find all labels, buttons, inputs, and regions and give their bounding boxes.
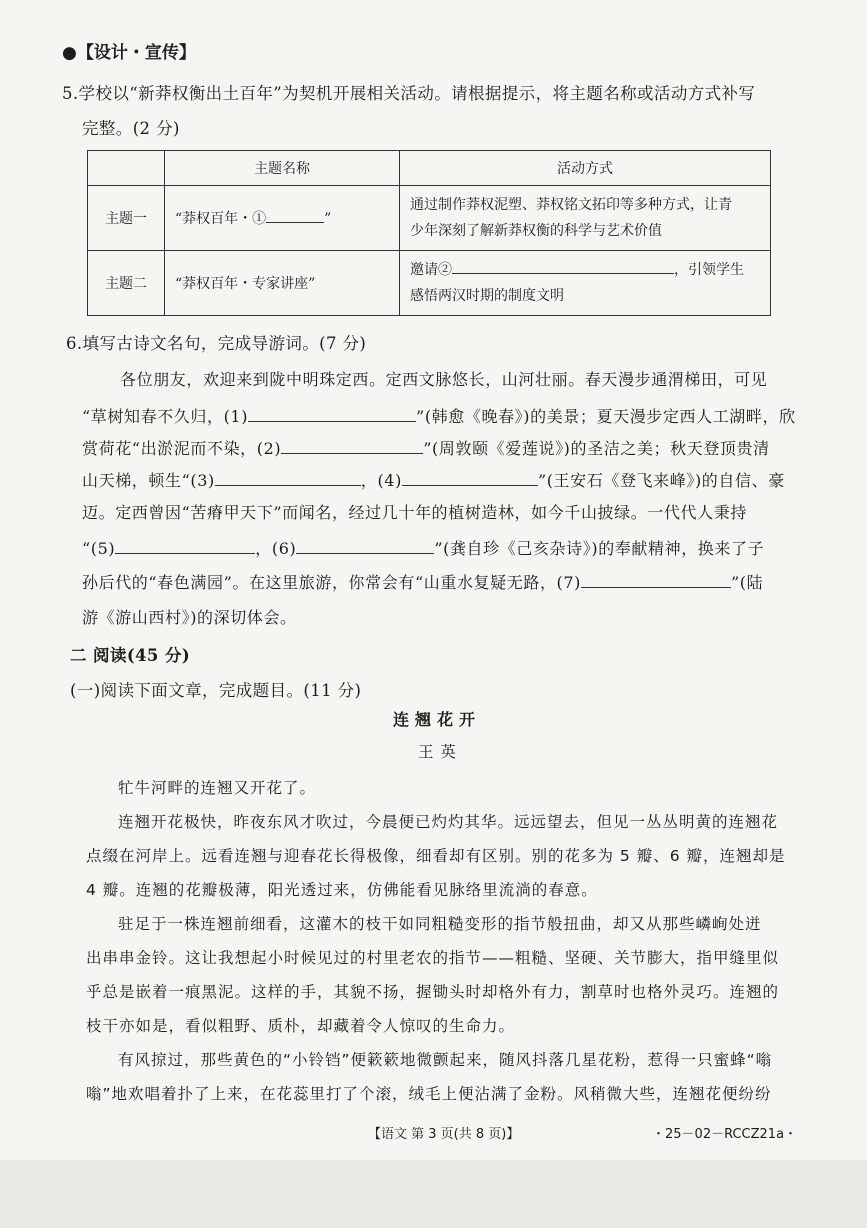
table-row [88,186,771,251]
scan-margin [0,1160,867,1228]
part2-subheading: (一)阅读下面文章，完成题目。(11 分) [70,681,362,700]
theme-name-cell: “莽权百年・专家讲座” [165,251,400,316]
row-label: 主题二 [88,251,165,316]
q6-line: 孙后代的“春色满园”。在这里旅游，你常会有“山重水复疑无路，(7) ”(陆 [82,573,764,592]
row-label: 主题一 [88,186,165,251]
q6-line: “(5) ，(6) ”(龚自珍《己亥杂诗》)的奉献精神，换来了子 [82,539,765,558]
poem-blank-6[interactable] [296,538,434,554]
q6-line: 迈。定西曾因“苦瘠甲天下”而闻名，经过几十年的植树造林，如今千山披绿。一代代人秉持 [82,503,747,522]
article-author: 王 英 [418,743,457,761]
article-title: 连翘花开 [393,710,482,729]
article-line: 牤牛河畔的连翘又开花了。 [118,779,317,797]
q6-line: 赏荷花“出淤泥而不染，(2) ”(周敦颐《爱莲说》)的圣洁之美；秋天登顶贵清 [82,439,770,458]
q6-line: 山天梯，顿生“(3) ，(4) ”(王安石《登飞来峰》)的自信、豪 [82,471,785,490]
article-line: 枝干亦如是，看似粗野、质朴，却藏着令人惊叹的生命力。 [86,1017,516,1035]
answer-blank-2[interactable] [452,259,674,274]
table-header-row [88,151,771,186]
part2-heading: 二 阅读(45 分) [70,646,191,665]
theme-name-cell [165,186,400,251]
q6-line: 各位朋友，欢迎来到陇中明珠定西。定西文脉悠长，山河壮丽。春天漫步通渭梯田，可见 [120,370,768,389]
table-row [88,251,771,316]
q6-line: 游《游山西村》)的深切体会。 [82,608,297,627]
activity-line: 感悟两汉时期的制度文明 [410,288,564,304]
section-tag: ●【设计・宣传】 [62,43,196,63]
article-line: 嗡”地欢唱着扑了上来，在花蕊里打了个滚，绒毛上便沾满了金粉。风稍微大些，连翘花便纷纷 [86,1085,772,1103]
q6-heading: 6.填写古诗文名句，完成导游词。(7 分) [66,334,367,353]
activity-prefix: 邀请② [410,262,452,278]
table-header-empty [88,151,165,186]
article-line: 点缀在河岸上。远看连翘与迎春花长得极像，细看却有区别。别的花多为 5 瓣、6 瓣，连翘却是 [86,847,786,865]
table-header-activity: 活动方式 [400,151,771,186]
poem-blank-7[interactable] [581,572,731,588]
answer-blank-1[interactable] [266,208,324,223]
activity-line: 少年深刻了解新莽权衡的科学与艺术价值 [410,223,662,239]
activity-line: 通过制作莽权泥塑、莽权铭文拓印等多种方式，让青 [410,197,732,213]
article-line: 连翘开花极快，昨夜东风才吹过，今晨便已灼灼其华。远远望去，但见一丛丛明黄的连翘花 [118,813,779,831]
article-line: 出串串金铃。这让我想起小时候见过的村里老农的指节——粗糙、坚硬、关节膨大，指甲缝里似 [86,949,780,967]
activity-suffix: ，引领学生 [674,262,744,278]
q5-line1: 5.学校以“新莽权衡出土百年”为契机开展相关活动。请根据提示，将主题名称或活动方式补写 [62,84,756,103]
poem-blank-5[interactable] [115,538,255,554]
article-line: 乎总是嵌着一痕黑泥。这样的手，其貌不扬，握锄头时却格外有力，割草时也格外灵巧。连翘的 [86,983,780,1001]
theme-name-suffix: ” [324,211,332,227]
theme-table [87,150,771,316]
table-header-name: 主题名称 [165,151,400,186]
q5-line2: 完整。(2 分) [82,119,180,138]
page-number: 【语文 第 3 页(共 8 页)】 [368,1127,520,1142]
activity-cell [400,186,771,251]
article-line: 驻足于一株连翘前细看，这灌木的枝干如同粗糙变形的指节般扭曲，却又从那些嶙峋处迸 [118,915,762,933]
poem-blank-1[interactable] [248,406,416,422]
q6-line: “草树知春不久归，(1) ”(韩愈《晚春》)的美景；夏天漫步定西人工湖畔，欣 [82,407,796,426]
activity-cell [400,251,771,316]
poem-blank-4[interactable] [402,470,538,486]
poem-blank-2[interactable] [281,438,423,454]
paper-code: ・25－02－RCCZ21a・ [652,1127,798,1142]
article-line: 4 瓣。连翘的花瓣极薄，阳光透过来，仿佛能看见脉络里流淌的春意。 [86,881,598,899]
theme-name-prefix: “莽权百年・① [175,211,267,227]
poem-blank-3[interactable] [215,470,361,486]
article-line: 有风掠过，那些黄色的“小铃铛”便簌簌地微颤起来，随风抖落几星花粉，惹得一只蜜蜂“嗡 [118,1051,773,1069]
